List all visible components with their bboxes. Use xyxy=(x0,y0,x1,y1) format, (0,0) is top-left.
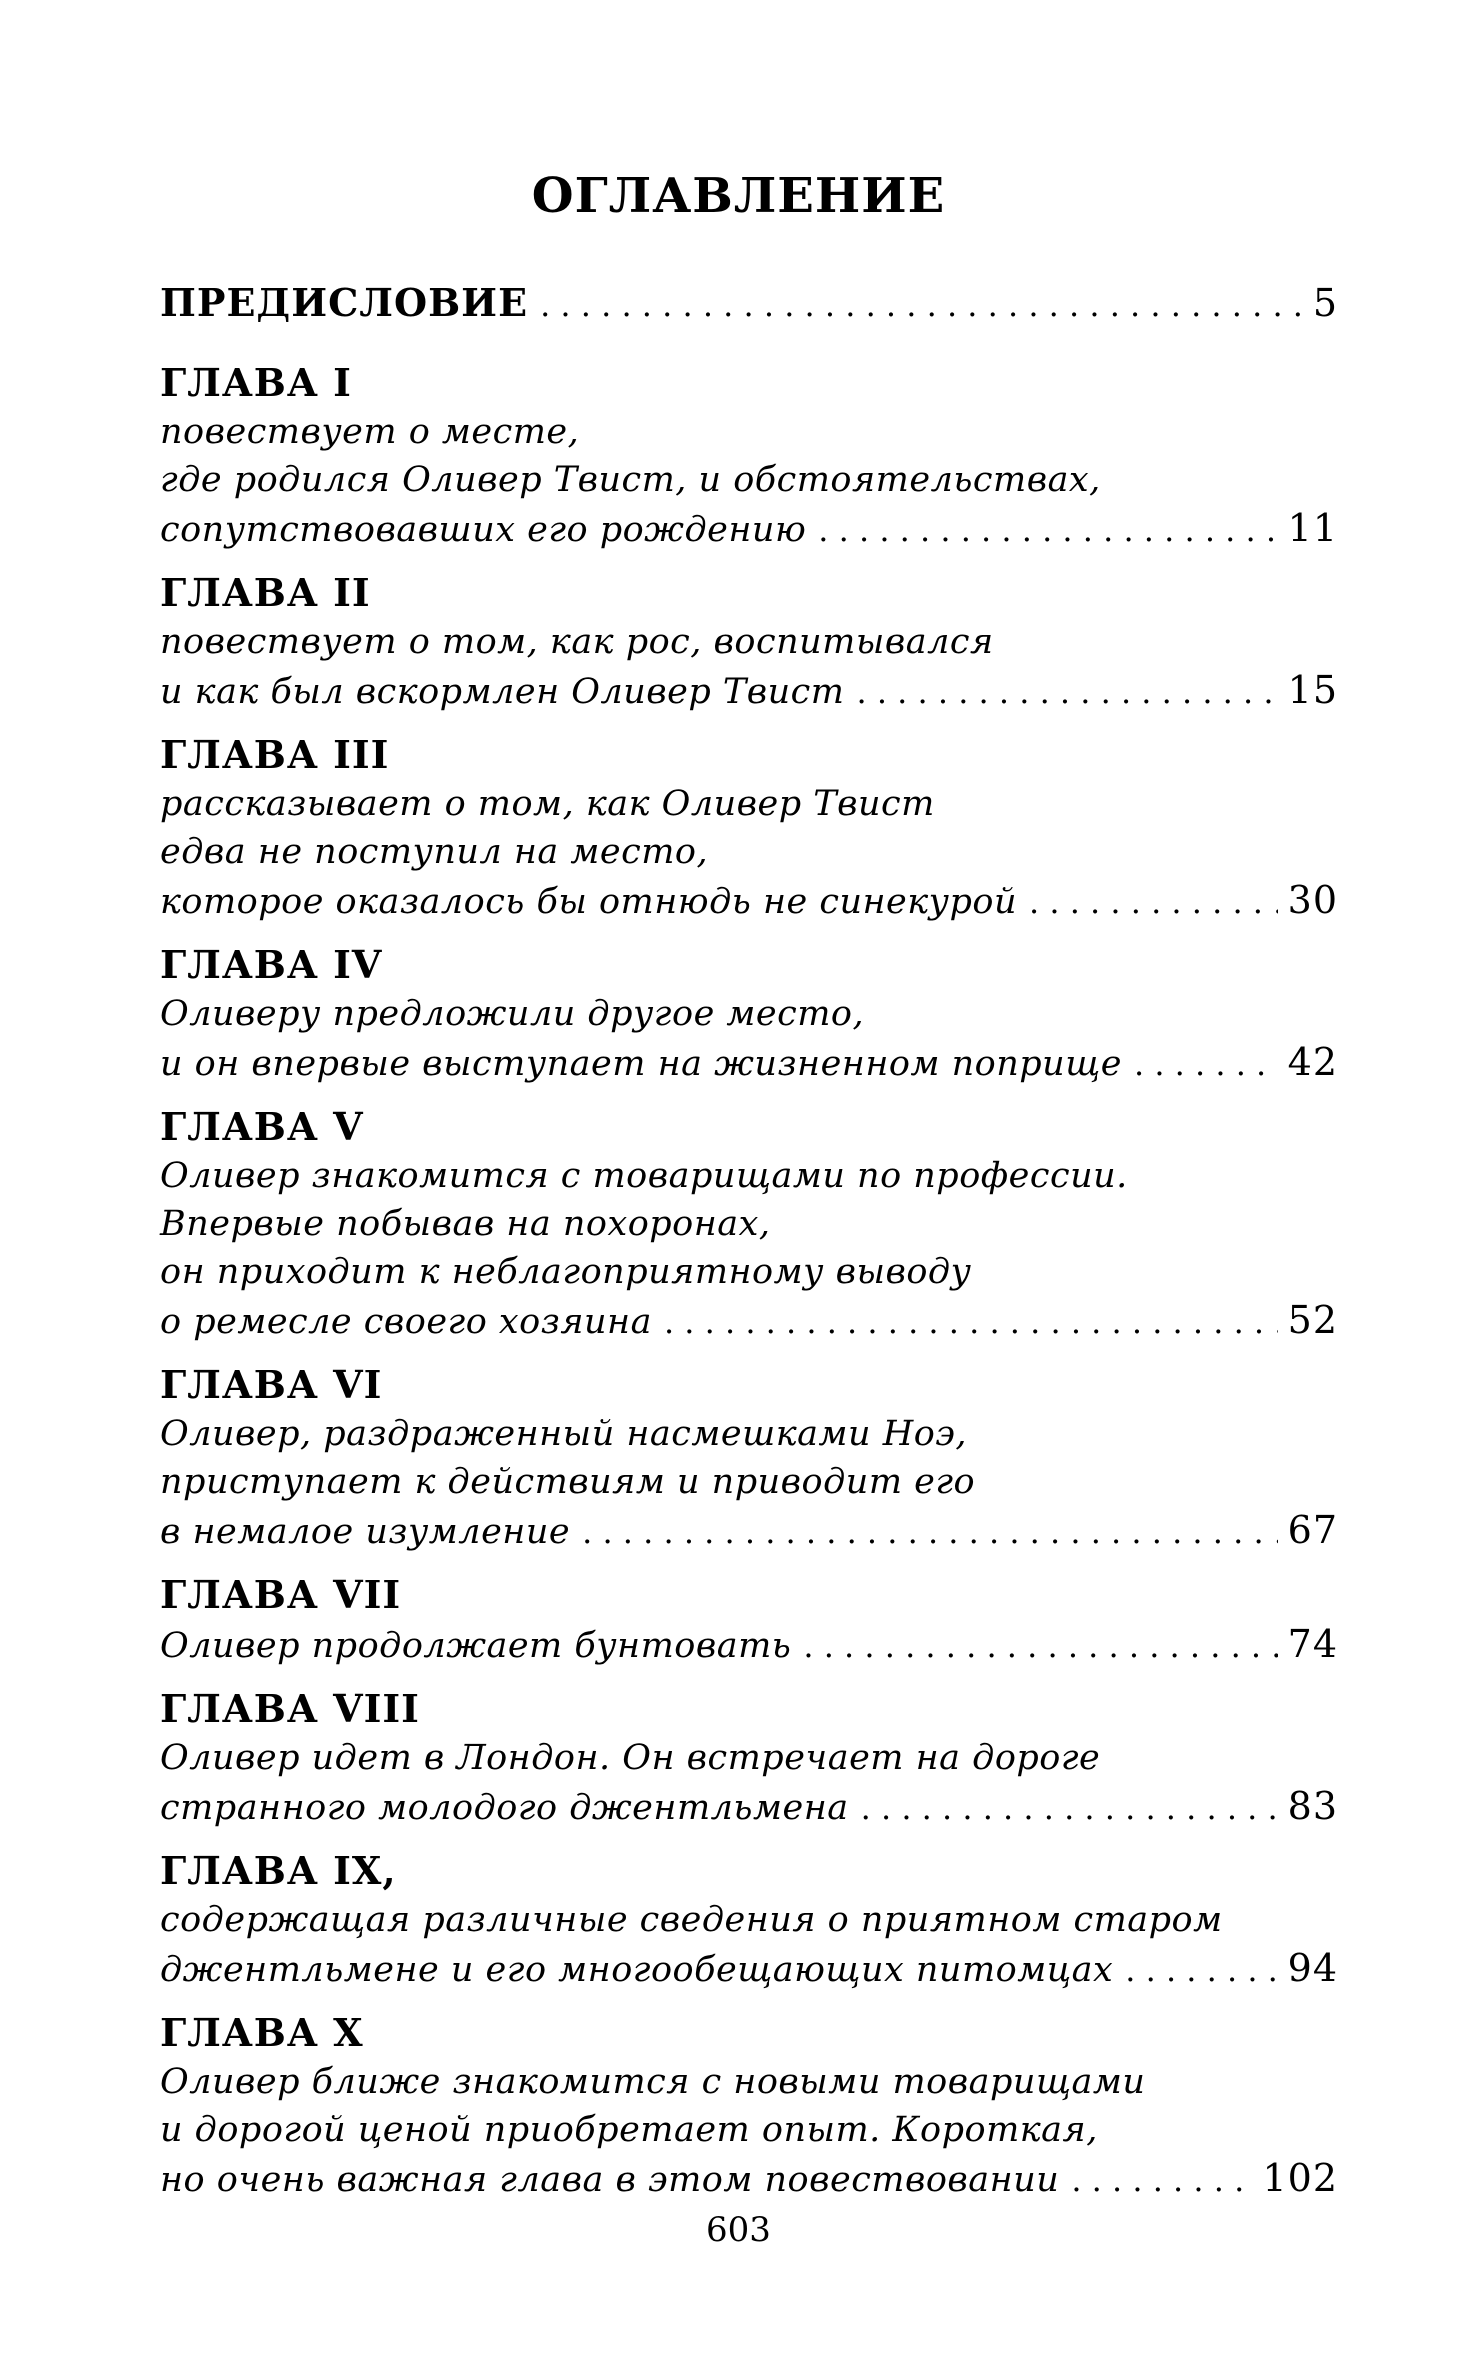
toc-entry-chapter-3 xyxy=(160,730,1338,926)
toc-page-number: 15 xyxy=(1287,668,1338,712)
chapter-description-text: которое оказалось бы отнюдь не синекурой xyxy=(160,882,1017,922)
chapter-description-text: в немалое изумление xyxy=(160,1512,571,1552)
chapter-title: ГЛАВА IV xyxy=(160,942,383,987)
toc-page-number: 30 xyxy=(1287,878,1338,922)
chapter-description-text: о ремесле своего хозяина xyxy=(160,1302,652,1342)
toc-entry-chapter-1 xyxy=(160,358,1338,554)
chapter-description-last-line xyxy=(160,1296,1338,1346)
chapter-description-line: Оливер знакомится с товарищами по профессии. xyxy=(160,1156,1128,1196)
chapter-description-line: он приходит к неблагоприятному выводу xyxy=(160,1252,972,1292)
chapter-title: ГЛАВА X xyxy=(160,2010,364,2055)
toc-page-number: 52 xyxy=(1287,1298,1338,1342)
chapter-description-text: и как был вскормлен Оливер Твист xyxy=(160,672,845,712)
chapter-description-text: сопутствовавших его рождению xyxy=(160,510,807,550)
toc-entry-chapter-2 xyxy=(160,568,1338,716)
chapter-description-line: Оливер, раздраженный насмешками Ноэ, xyxy=(160,1414,968,1454)
toc-entry-chapter-10 xyxy=(160,2008,1338,2204)
chapter-title: ГЛАВА V xyxy=(160,1104,364,1149)
toc-page-number: 83 xyxy=(1287,1784,1338,1828)
toc-page-number: 11 xyxy=(1287,506,1338,550)
dot-leader xyxy=(540,280,1303,330)
chapter-description-line: приступает к действиям и приводит его xyxy=(160,1462,976,1502)
chapter-description-line: где родился Оливер Твист, и обстоятельствах, xyxy=(160,460,1101,500)
chapter-description-last-line xyxy=(160,504,1338,554)
chapter-description-text: и он впервые выступает на жизненном поприще xyxy=(160,1044,1122,1084)
toc-page-number: 67 xyxy=(1287,1508,1338,1552)
chapter-description-line: Оливеру предложили другое место, xyxy=(160,994,865,1034)
chapter-description-text: Оливер продолжает бунтовать xyxy=(160,1626,792,1666)
toc-page-number: 74 xyxy=(1287,1622,1338,1666)
toc-entry-chapter-5 xyxy=(160,1102,1338,1346)
dot-leader xyxy=(582,1508,1278,1556)
toc-entry-preface xyxy=(160,278,1338,330)
dot-leader xyxy=(856,668,1277,716)
dot-leader xyxy=(1071,2156,1252,2204)
chapter-description-text: странного молодого джентльмена xyxy=(160,1788,849,1828)
chapter-description-line: Оливер идет в Лондон. Он встречает на дороге xyxy=(160,1738,1101,1778)
chapter-title: ГЛАВА VIII xyxy=(160,1686,420,1731)
chapter-description-last-line xyxy=(160,1944,1338,1994)
dot-leader xyxy=(1134,1040,1278,1088)
chapter-description-last-line xyxy=(160,1038,1338,1088)
dot-leader xyxy=(1029,878,1278,926)
toc-entry-line xyxy=(160,278,1338,330)
table-of-contents xyxy=(160,278,1338,2218)
chapter-description-line: содержащая различные сведения о приятном старом xyxy=(160,1900,1223,1940)
toc-entry-chapter-9 xyxy=(160,1846,1338,1994)
chapter-description-line: Впервые побывав на похоронах, xyxy=(160,1204,771,1244)
chapter-description-line: и дорогой ценой приобретает опыт. Короткая, xyxy=(160,2110,1098,2150)
chapter-title: ГЛАВА VI xyxy=(160,1362,383,1407)
toc-page-number: 42 xyxy=(1287,1040,1338,1084)
dot-leader xyxy=(664,1298,1278,1346)
chapter-description-line: рассказывает о том, как Оливер Твист xyxy=(160,784,935,824)
chapter-description-line: повествует о месте, xyxy=(160,412,580,452)
dot-leader xyxy=(1125,1946,1277,1994)
page-title: ОГЛАВЛЕНИЕ xyxy=(531,168,946,224)
dot-leader xyxy=(818,506,1277,554)
toc-page-number: 94 xyxy=(1287,1946,1338,1990)
chapter-description-text: но очень важная глава в этом повествовании xyxy=(160,2160,1060,2200)
chapter-title: ГЛАВА I xyxy=(160,360,352,405)
chapter-description-last-line xyxy=(160,876,1338,926)
toc-entry-chapter-7 xyxy=(160,1570,1338,1670)
chapter-title: ГЛАВА IX, xyxy=(160,1848,397,1893)
chapter-description-line: Оливер ближе знакомится с новыми товарищами xyxy=(160,2062,1146,2102)
chapter-title: ГЛАВА VII xyxy=(160,1572,402,1617)
toc-page-number: 102 xyxy=(1262,2156,1338,2200)
toc-entry-chapter-6 xyxy=(160,1360,1338,1556)
chapter-description-text: джентльмене и его многообещающих питомцах xyxy=(160,1950,1114,1990)
chapter-description-last-line xyxy=(160,1782,1338,1832)
dot-leader xyxy=(803,1622,1277,1670)
chapter-description-last-line xyxy=(160,1506,1338,1556)
dot-leader xyxy=(861,1784,1278,1832)
chapter-title: ГЛАВА III xyxy=(160,732,390,777)
chapter-description-last-line xyxy=(160,666,1338,716)
page-number: 603 xyxy=(706,2210,771,2250)
chapter-description-last-line xyxy=(160,2154,1338,2204)
chapter-description-last-line xyxy=(160,1620,1338,1670)
toc-entry-title: ПРЕДИСЛОВИЕ xyxy=(160,280,529,325)
chapter-title: ГЛАВА II xyxy=(160,570,371,615)
chapter-description-line: повествует о том, как рос, воспитывался xyxy=(160,622,994,662)
toc-page-number: 5 xyxy=(1312,281,1338,325)
toc-entry-chapter-4 xyxy=(160,940,1338,1088)
toc-entry-chapter-8 xyxy=(160,1684,1338,1832)
chapter-description-line: едва не поступил на место, xyxy=(160,832,709,872)
